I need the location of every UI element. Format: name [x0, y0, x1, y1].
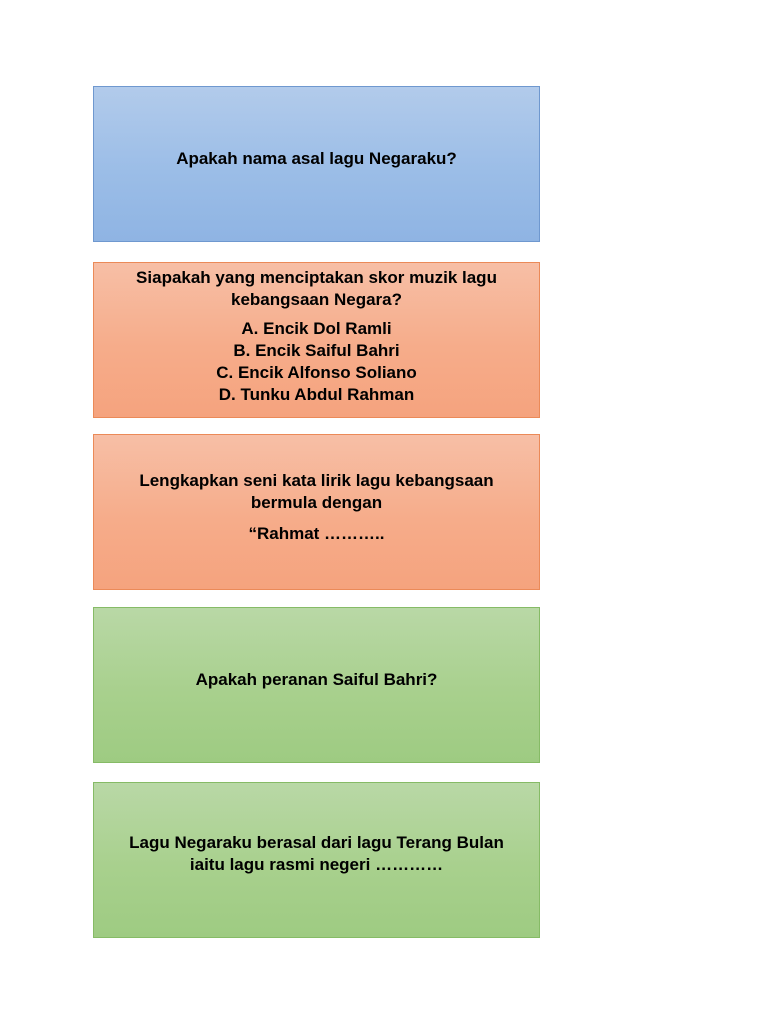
- question-text: [119, 470, 513, 514]
- question-text: Apakah nama asal lagu Negaraku?: [176, 149, 457, 168]
- question-text: Apakah peranan Saiful Bahri?: [195, 670, 438, 689]
- lyric-start: “Rahmat ………..: [248, 524, 385, 543]
- question-card-2: [93, 262, 540, 418]
- option-d: D. Tunku Abdul Rahman: [218, 385, 415, 404]
- question-line-1: Siapakah yang menciptakan skor muzik lagu: [136, 268, 497, 287]
- option-b: B. Encik Saiful Bahri: [233, 341, 400, 360]
- question-line-1: Lengkapkan seni kata lirik lagu kebangsaan: [139, 471, 494, 490]
- question-line-2: bermula dengan: [250, 493, 383, 512]
- option-a: A. Encik Dol Ramli: [241, 319, 392, 338]
- question-card-5: [93, 782, 540, 938]
- question-card-1: [93, 86, 540, 242]
- question-line-2: kebangsaan Negara?: [230, 290, 402, 309]
- question-text: [109, 832, 524, 876]
- answer-options: [216, 318, 417, 406]
- question-line-1: Lagu Negaraku berasal dari lagu Terang Bulan: [129, 833, 504, 852]
- question-card-3: [93, 434, 540, 590]
- question-line-2: iaitu lagu rasmi negeri …………: [189, 855, 444, 874]
- question-card-4: [93, 607, 540, 763]
- question-text: [116, 267, 517, 311]
- option-c: C. Encik Alfonso Soliano: [216, 363, 417, 382]
